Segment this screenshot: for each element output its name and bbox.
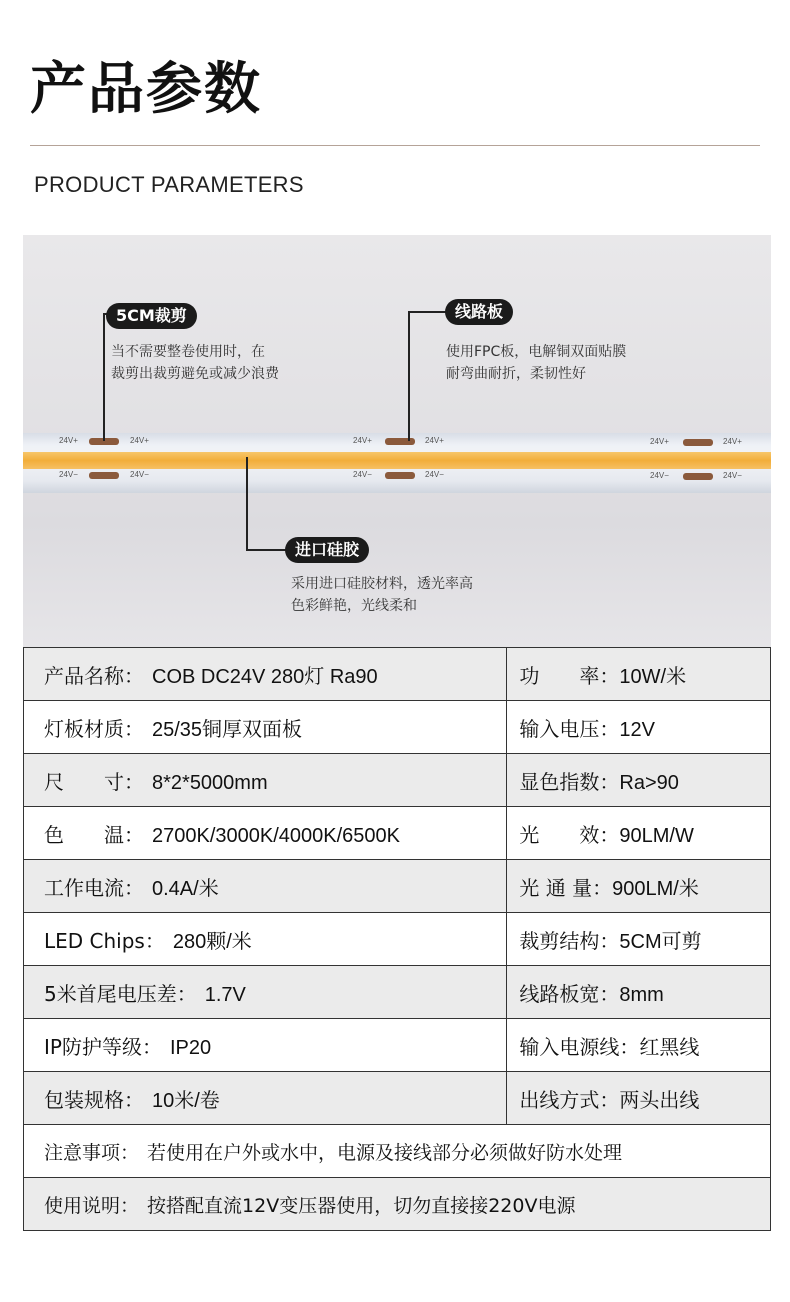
pad-label: 24V−	[353, 470, 372, 479]
table-row	[24, 860, 771, 913]
param-label: 色 温：	[44, 822, 144, 847]
table-row	[24, 913, 771, 966]
pad-label: 24V−	[130, 470, 149, 479]
param-cell	[507, 966, 771, 1019]
param-cell	[507, 1072, 771, 1125]
param-label: 显色指数：	[519, 769, 620, 794]
param-cell	[24, 754, 507, 807]
param-cell	[24, 1072, 507, 1125]
pad-label: 24V−	[723, 471, 742, 480]
param-label: 工作电流：	[44, 875, 144, 900]
callout-line	[103, 313, 105, 441]
param-label: 5米首尾电压差：	[44, 981, 197, 1006]
cut-note: 裁剪出裁剪避免或减少浪费	[111, 366, 279, 382]
param-value: 12V	[619, 718, 655, 741]
pad-label: 24V+	[130, 436, 149, 445]
pad-label: 24V+	[650, 437, 669, 446]
pad-label: 24V+	[59, 436, 78, 445]
board-note: 耐弯曲耐折，柔韧性好	[446, 366, 586, 382]
cob-light-band	[23, 452, 771, 469]
param-value: 红黑线	[639, 1036, 700, 1059]
param-value: 5CM可剪	[619, 930, 702, 953]
param-cell	[507, 648, 771, 701]
param-cell	[507, 860, 771, 913]
note-value: 按搭配直流12V变压器使用，切勿直接接220V电源	[147, 1194, 576, 1217]
param-value: 280颗/米	[172, 930, 252, 953]
param-value: 8*2*5000mm	[152, 771, 268, 794]
param-value: Ra>90	[619, 771, 679, 794]
param-cell	[507, 701, 771, 754]
table-row	[24, 701, 771, 754]
param-label: 输入电压：	[519, 716, 620, 741]
note-cell	[24, 1178, 771, 1231]
param-cell	[24, 807, 507, 860]
solder-pad	[385, 438, 415, 445]
param-value: 900LM/米	[612, 877, 699, 900]
param-label: 包装规格：	[44, 1087, 144, 1112]
solder-pad	[89, 472, 119, 479]
param-label: 功 率：	[519, 663, 620, 688]
param-value: 8mm	[619, 983, 664, 1006]
table-row	[24, 1072, 771, 1125]
board-tag: 线路板	[445, 299, 513, 325]
param-label: 尺 寸：	[44, 769, 144, 794]
note-row	[24, 1125, 771, 1178]
board-note: 使用FPC板，电解铜双面贴膜	[446, 344, 627, 360]
param-label: 光 通 量：	[519, 875, 613, 900]
title-divider	[30, 145, 760, 146]
pad-label: 24V+	[353, 436, 372, 445]
table-row	[24, 966, 771, 1019]
note-label: 注意事项：	[44, 1141, 140, 1164]
param-value: IP20	[169, 1036, 212, 1059]
parameter-table	[23, 647, 771, 1231]
param-cell	[24, 701, 507, 754]
silicone-note: 色彩鲜艳，光线柔和	[291, 598, 417, 614]
note-label: 使用说明：	[44, 1194, 140, 1217]
param-value: 10米/卷	[152, 1089, 220, 1112]
param-label: 灯板材质：	[44, 716, 144, 741]
silicone-note: 采用进口硅胶材料，透光率高	[291, 576, 473, 592]
table-row	[24, 648, 771, 701]
param-label: 出线方式：	[519, 1087, 620, 1112]
pad-label: 24V−	[425, 470, 444, 479]
note-row	[24, 1178, 771, 1231]
callout-line	[246, 549, 288, 551]
pad-label: 24V+	[723, 437, 742, 446]
cut-note: 当不需要整卷使用时，在	[111, 344, 265, 360]
param-value: 1.7V	[204, 983, 246, 1006]
param-value: 25/35铜厚双面板	[152, 718, 303, 741]
product-photo	[23, 235, 771, 647]
param-cell	[507, 754, 771, 807]
note-cell	[24, 1125, 771, 1178]
param-value: 90LM/W	[619, 824, 694, 847]
page-subtitle: PRODUCT PARAMETERS	[34, 172, 304, 197]
param-cell	[507, 913, 771, 966]
table-row	[24, 754, 771, 807]
param-cell	[24, 860, 507, 913]
param-cell	[507, 807, 771, 860]
param-cell	[24, 966, 507, 1019]
param-value: 0.4A/米	[152, 877, 219, 900]
solder-pad	[683, 473, 713, 480]
callout-line	[246, 457, 248, 551]
param-value: COB DC24V 280灯 Ra90	[152, 665, 378, 688]
param-label: 输入电源线：	[519, 1034, 640, 1059]
param-cell	[24, 648, 507, 701]
param-label: 产品名称：	[44, 663, 144, 688]
pad-label: 24V+	[425, 436, 444, 445]
param-value: 2700K/3000K/4000K/6500K	[152, 824, 400, 847]
cut-tag: 5CM裁剪	[106, 303, 197, 329]
param-label: 线路板宽：	[519, 981, 620, 1006]
silicone-tag: 进口硅胶	[285, 537, 369, 563]
param-label: 裁剪结构：	[519, 928, 620, 953]
pad-label: 24V−	[650, 471, 669, 480]
param-label: 光 效：	[519, 822, 620, 847]
param-label: IP防护等级：	[44, 1034, 162, 1059]
param-value: 10W/米	[619, 665, 687, 688]
solder-pad	[683, 439, 713, 446]
page-title: 产品参数	[30, 57, 262, 122]
callout-line	[408, 311, 410, 441]
table-row	[24, 1019, 771, 1072]
param-label: LED Chips：	[44, 928, 165, 953]
pad-label: 24V−	[59, 470, 78, 479]
param-cell	[24, 913, 507, 966]
param-value: 两头出线	[619, 1089, 700, 1112]
solder-pad	[385, 472, 415, 479]
callout-line	[408, 311, 448, 313]
note-value: 若使用在户外或水中，电源及接线部分必须做好防水处理	[147, 1141, 623, 1164]
table-row	[24, 807, 771, 860]
param-cell	[24, 1019, 507, 1072]
param-cell	[507, 1019, 771, 1072]
